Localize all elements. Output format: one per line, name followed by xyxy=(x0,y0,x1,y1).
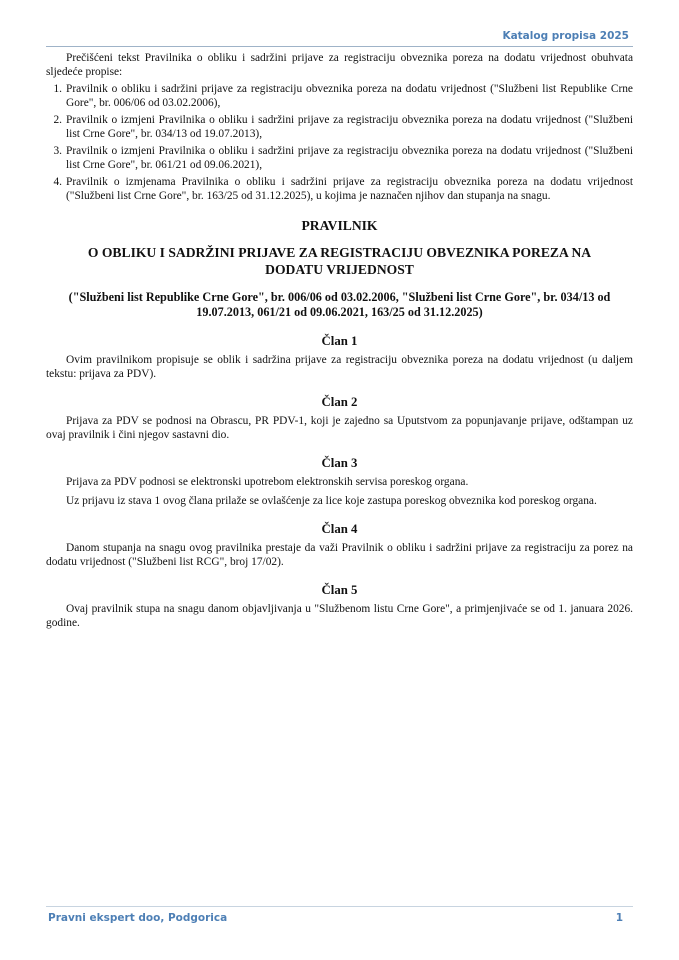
article-heading: Član 4 xyxy=(321,522,358,536)
article-1 xyxy=(46,333,633,381)
list-item-number: 4. xyxy=(53,176,62,188)
gazette-reference: ("Službeni list Republike Crne Gore", br. 006/06 od 03.02.2006, "Službeni list Crne Gore", br. 034/13 od 19.07.2013, 061/21 od 09.06.2021, 163/25 od 31.12.2025) xyxy=(68,290,611,319)
document-title: PRAVILNIK xyxy=(301,218,378,233)
list-item-number: 3. xyxy=(53,145,62,157)
page-header xyxy=(46,30,633,47)
list-item-text: Pravilnik o obliku i sadržini prijave za registraciju obveznika poreza na dodatu vrijednost ("Službeni list Republike Crne Gore", br. 006/06 od 03.02.2006), xyxy=(66,83,633,109)
intro-paragraph: Prečišćeni tekst Pravilnika o obliku i sadržini prijave za registraciju obveznika poreza na dodatu vrijednost obuhvata sljedeće propise: xyxy=(46,52,633,78)
list-item-number: 1. xyxy=(53,83,62,95)
article-heading: Član 1 xyxy=(321,334,358,348)
article-paragraph: Ovaj pravilnik stupa na snagu danom objavljivanja u "Službenom listu Crne Gore", a primjenjivaće se od 1. januara 2026. godine. xyxy=(46,603,633,629)
article-4 xyxy=(46,521,633,569)
list-item-text: Pravilnik o izmjeni Pravilnika o obliku i sadržini prijave za registraciju obveznika poreza na dodatu vrijednost ("Službeni list Crne Gore", br. 061/21 od 09.06.2021), xyxy=(66,145,633,171)
list-item xyxy=(46,175,633,203)
page-footer xyxy=(46,912,633,928)
article-paragraph: Uz prijavu iz stava 1 ovog člana prilaže se ovlašćenje za lice koje zastupa poreskog obveznika kod poreskog organa. xyxy=(66,495,597,507)
article-5 xyxy=(46,582,633,630)
article-heading: Član 5 xyxy=(321,583,358,597)
list-item xyxy=(46,144,633,172)
amendments-list xyxy=(46,82,633,203)
list-item xyxy=(46,82,633,110)
article-heading: Član 3 xyxy=(321,456,358,470)
article-2 xyxy=(46,394,633,442)
article-paragraph: Ovim pravilnikom propisuje se oblik i sadržina prijave za registraciju obveznika poreza na dodatu vrijednost (u daljem tekstu: prijava za PDV). xyxy=(46,354,633,380)
footer-divider xyxy=(46,906,633,907)
list-item-text: Pravilnik o izmjeni Pravilnika o obliku i sadržini prijave za registraciju obveznika poreza na dodatu vrijednost ("Službeni list Crne Gore", br. 034/13 od 19.07.2013), xyxy=(66,114,633,140)
article-heading: Član 2 xyxy=(321,395,358,409)
publisher-label: Pravni ekspert doo, Podgorica xyxy=(48,912,228,924)
list-item-number: 2. xyxy=(53,114,62,126)
list-item xyxy=(46,113,633,141)
catalog-label: Katalog propisa 2025 xyxy=(502,30,629,42)
article-paragraph: Prijava za PDV podnosi se elektronski upotrebom elektronskih servisa poreskog organa. xyxy=(66,476,469,488)
document-body xyxy=(46,51,633,635)
article-paragraph: Danom stupanja na snagu ovog pravilnika prestaje da važi Pravilnik o obliku i sadržini prijave za registraciju za porez na dodatu vrijednost ("Službeni list RCG", broj 17/02). xyxy=(46,542,633,568)
list-item-text: Pravilnik o izmjenama Pravilnika o obliku i sadržini prijave za registraciju obveznika poreza na dodatu vrijednost ("Službeni list Crne Gore", br. 163/25 od 31.12.2025), u kojima je naznačen njihov dan stupanja na snagu. xyxy=(66,176,633,202)
article-3 xyxy=(46,455,633,508)
page-number: 1 xyxy=(615,912,623,924)
article-paragraph: Prijava za PDV se podnosi na Obrascu, PR PDV-1, koji je zajedno sa Uputstvom za popunjavanje prijave, odštampan uz ovaj pravilnik i čini njegov sastavni dio. xyxy=(46,415,633,441)
document-subtitle: O OBLIKU I SADRŽINI PRIJAVE ZA REGISTRACIJU OBVEZNIKA POREZA NA DODATU VRIJEDNOST xyxy=(87,245,592,277)
